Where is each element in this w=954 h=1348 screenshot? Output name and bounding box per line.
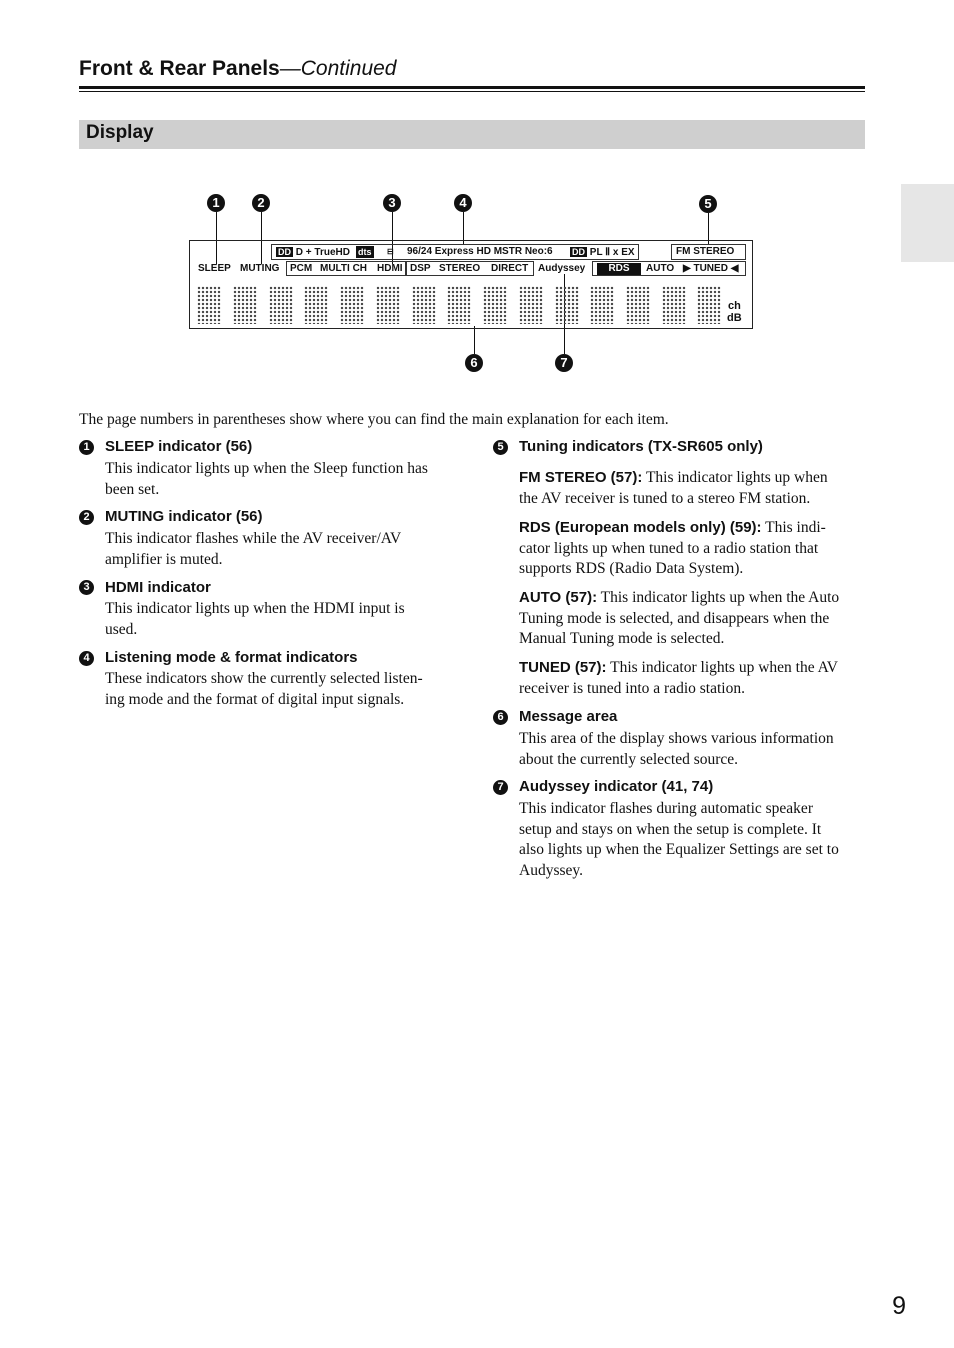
message-char <box>376 286 400 324</box>
message-char <box>340 286 364 324</box>
pcm-indicator: PCM <box>290 263 313 274</box>
callout-7: 7 <box>555 354 573 372</box>
sleep-indicator: SLEEP <box>198 263 231 274</box>
item-6-title: Message area <box>519 708 618 725</box>
hd-format-indicator: 96/24 Express HD MSTR Neo:6 <box>407 246 553 257</box>
message-char <box>447 286 471 324</box>
page-number: 9 <box>892 1292 906 1320</box>
message-char <box>662 286 686 324</box>
ch-indicator: ch <box>728 300 741 312</box>
message-char <box>697 286 721 324</box>
item-3-title: HDMI indicator <box>105 579 211 596</box>
item-1-description: This indicator lights up when the Sleep function has been set. <box>105 460 428 498</box>
tuned-description: TUNED (57): This indicator lights up when the AV receiver is tuned into a radio station. <box>519 659 839 697</box>
item-4-title: Listening mode & format indicators <box>105 649 358 666</box>
item-1-bullet: 1 <box>79 440 94 455</box>
message-char <box>412 286 436 324</box>
callout-5: 5 <box>699 195 717 213</box>
message-char <box>197 286 221 324</box>
item-7-description: This indicator flashes during automatic speaker setup and stays on when the setup is complete. It also lights up when the Equalizer Settings are set to Audyssey. <box>519 800 839 879</box>
callout-2: 2 <box>252 194 270 212</box>
tuned-indicator: ▶ TUNED ◀ <box>683 263 739 274</box>
callout-4: 4 <box>454 194 472 212</box>
auto-description: AUTO (57): This indicator lights up when the Auto Tuning mode is selected, and disappears when the Manual Tuning mode is selected. <box>519 589 840 647</box>
item-6-description: This area of the display shows various information about the currently selected source. <box>519 730 834 768</box>
item-7-title: Audyssey indicator (41, 74) <box>519 778 714 795</box>
header-title-text: Front & Rear Panels <box>79 57 280 80</box>
multi-ch-indicator: MULTI CH <box>320 263 368 274</box>
item-6-bullet: 6 <box>493 710 508 725</box>
muting-indicator: MUTING <box>240 263 280 274</box>
header-rule-thick <box>79 86 865 89</box>
message-char <box>269 286 293 324</box>
item-2-description: This indicator flashes while the AV receiver/AV amplifier is muted. <box>105 530 402 568</box>
message-char <box>304 286 328 324</box>
stereo-indicator: STEREO <box>439 263 481 274</box>
message-char <box>626 286 650 324</box>
plii-indicator: DD PL Ⅱ x EX <box>572 247 635 258</box>
message-char <box>483 286 507 324</box>
message-area <box>197 286 724 326</box>
intro-text: The page numbers in parentheses show where you can find the main explanation for each item. <box>79 411 669 428</box>
callout-1: 1 <box>207 194 225 212</box>
side-tab <box>901 184 954 262</box>
auto-indicator: AUTO <box>646 263 675 274</box>
item-7-bullet: 7 <box>493 780 508 795</box>
dolby-truehd-indicator: DD D + TrueHD <box>278 247 350 258</box>
header-continued: —Continued <box>279 57 397 80</box>
item-1-title: SLEEP indicator (56) <box>105 438 253 455</box>
message-char <box>590 286 614 324</box>
header-rule-thin <box>79 91 865 92</box>
message-char <box>555 286 579 324</box>
callout-6: 6 <box>465 354 483 372</box>
item-4-description: These indicators show the currently selected listen- ing mode and the format of digital input signals. <box>105 670 423 708</box>
ex-indicator: ⊟ <box>387 247 394 256</box>
section-bar <box>79 120 865 149</box>
message-char <box>233 286 257 324</box>
audyssey-indicator: Audyssey <box>538 263 586 274</box>
dts-indicator: dts <box>358 247 372 257</box>
fm-stereo-indicator: FM STEREO <box>676 246 735 257</box>
rds-description: RDS (European models only) (59): This indi- cator lights up when tuned to a radio station that supports RDS (Radio Data System). <box>519 519 826 577</box>
item-4-bullet: 4 <box>79 651 94 666</box>
page-header-title <box>79 57 396 81</box>
direct-indicator: DIRECT <box>491 263 529 274</box>
message-char <box>519 286 543 324</box>
item-3-bullet: 3 <box>79 580 94 595</box>
item-3-description: This indicator lights up when the HDMI input is used. <box>105 600 405 638</box>
db-indicator: dB <box>727 312 742 324</box>
section-title: Display <box>86 122 154 143</box>
item-2-bullet: 2 <box>79 510 94 525</box>
callout-3: 3 <box>383 194 401 212</box>
dsp-indicator: DSP <box>410 263 431 274</box>
fm-stereo-description: FM STEREO (57): This indicator lights up when the AV receiver is tuned to a stereo FM station. <box>519 469 828 507</box>
item-2-title: MUTING indicator (56) <box>105 508 263 525</box>
callout-line-6 <box>474 326 475 354</box>
item-5-bullet: 5 <box>493 440 508 455</box>
hdmi-indicator: HDMI <box>377 263 403 274</box>
rds-indicator: RDS <box>597 263 641 275</box>
item-5-title: Tuning indicators (TX-SR605 only) <box>519 438 763 455</box>
